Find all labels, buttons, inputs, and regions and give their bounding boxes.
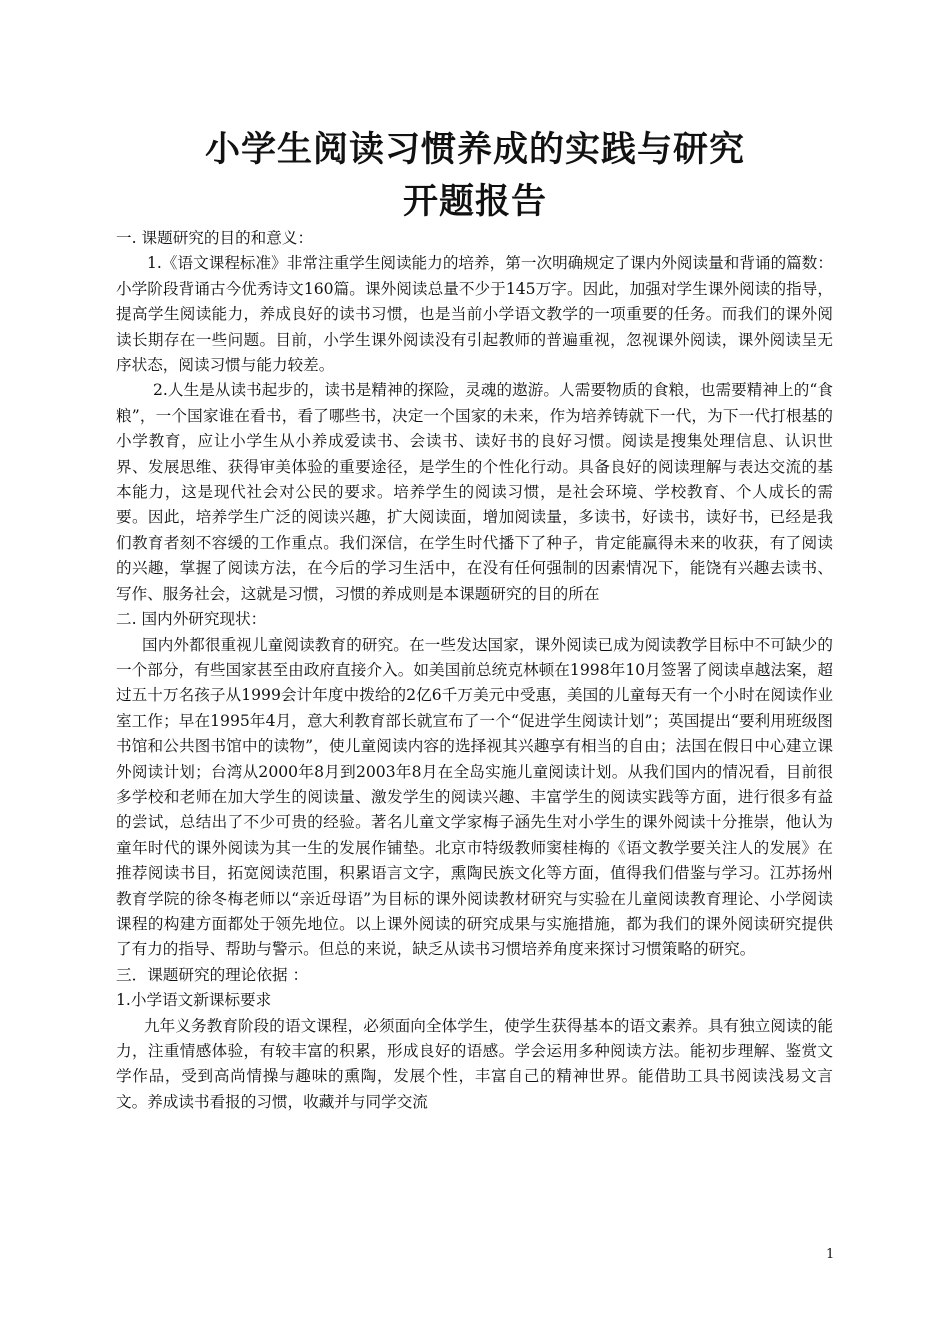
document-title: 小学生阅读习惯养成的实践与研究 [204, 129, 745, 170]
paragraph-curriculum-standard: 1.《语文课程标准》非常注重学生阅读能力的培养，第一次明确规定了课内外阅读量和背诵的篇数：小学阶段背诵古今优秀诗文160篇。课外阅读总量不少于145万字。因此，加强对学生课外阅读的指导，提高学生阅读能力，养成良好的读书习惯，也是当前小学语文教学的一项重要的任务。而我们的课外阅读长期存在一些问题。目前，小学生课外阅读没有引起教师的普遍重视，忽视课外阅读，课外阅读呈无序状态，阅读习惯与能力较差。 [116, 254, 833, 375]
section-heading-purpose: 一. 课题研究的目的和意义： [116, 229, 314, 247]
paragraph-reading-importance: 2.人生是从读书起步的，读书是精神的探险，灵魂的遨游。人需要物质的食粮，也需要精神上的“食粮”，一个国家谁在看书，看了哪些书，决定一个国家的未来，作为培养铸就下一代，为下一代打根基的小学教育，应让小学生从小养成爱读书、会读书、读好书的良好习惯。阅读是搜集处理信息、认识世界、发展思维、获得审美体验的重要途径，是学生的个性化行动。具备良好的阅读理解与表达交流的基本能力，这是现代社会对公民的要求。培养学生的阅读习惯，是社会环境、学校教育、个人成长的需要。因此，培养学生广泛的阅读兴趣，扩大阅读面，增加阅读量，多读书，好读书，读好书，已经是我们教育者刻不容缓的工作重点。我们深信，在学生时代播下了种子，肯定能赢得未来的收获，有了阅读的兴趣，掌握了阅读方法，在今后的学习生活中，在没有任何强制的因素情况下，能饶有兴趣去读书、写作、服务社会，这就是习惯，习惯的养成则是本课题研究的目的所在 [116, 381, 833, 603]
page-number: 1 [826, 1247, 835, 1262]
document-subtitle: 开题报告 [402, 181, 547, 222]
section-heading-theory: 三．课题研究的理论依据 ： [116, 965, 309, 984]
paragraph-research-status: 国内外都很重视儿童阅读教育的研究。在一些发达国家，课外阅读已成为阅读教学目标中不可缺少的一个部分，有些国家甚至由政府直接介入。如美国前总统克林顿在1998年10月签署了阅读卓越法案，超过五十万名孩子从1999会计年度中拨给的2亿6千万美元中受惠，美国的儿童每天有一个小时在阅读作业室工作；早在1995年4月，意大利教育部长就宣布了一个“促进学生阅读计划”；英国提出“要利用班级图书馆和公共图书馆中的读物”，使儿童阅读内容的选择视其兴趣享有相当的自由；法国在假日中心建立课外阅读计划；台湾从2000年8月到2003年8月在全岛实施儿童阅读计划。从我们国内的情况看，目前很多学校和老师在加大学生的阅读量、激发学生的阅读兴趣、丰富学生的阅读实践等方面，进行很多有益的尝试，总结出了不少可贵的经验。著名儿童文学家梅子涵先生对小学生的课外阅读十分推崇，他认为童年时代的课外阅读为其一生的发展作铺垫。北京市特级教师窦桂梅的《语文教学要关注人的发展》在推荐阅读书目，拓宽阅读范围，积累语言文字，熏陶民族文化等方面，值得我们借鉴与学习。江苏扬州教育学院的徐冬梅老师以“亲近母语”为目标的课外阅读教材研究与实验在儿童阅读教育理论、小学阅读课程的构建方面都处于领先地位。以上课外阅读的研究成果与实施措施，都为我们的课外阅读研究提供了有力的指导、帮助与警示。但总的来说，缺乏从读书习惯培养角度来探讨习惯策略的研究。 [116, 635, 833, 959]
section-heading-research-status: 二. 国内外研究现状： [116, 610, 267, 629]
paragraph-new-curriculum: 九年义务教育阶段的语文课程，必须面向全体学生，使学生获得基本的语文素养。具有独立阅读的能力，注重情感体验，有较丰富的积累，形成良好的语感。学会运用多种阅读方法。能初步理解、鉴赏文学作品，受到高尚情操与趣味的熏陶，发展个性，丰富自己的精神世界。能借助工具书阅读浅易文言文。养成读书看报的习惯，收藏并与同学交流 [116, 1016, 833, 1111]
subsection-heading-new-curriculum: 1.小学语文新课标要求 [116, 991, 272, 1010]
document-body [116, 226, 833, 1115]
